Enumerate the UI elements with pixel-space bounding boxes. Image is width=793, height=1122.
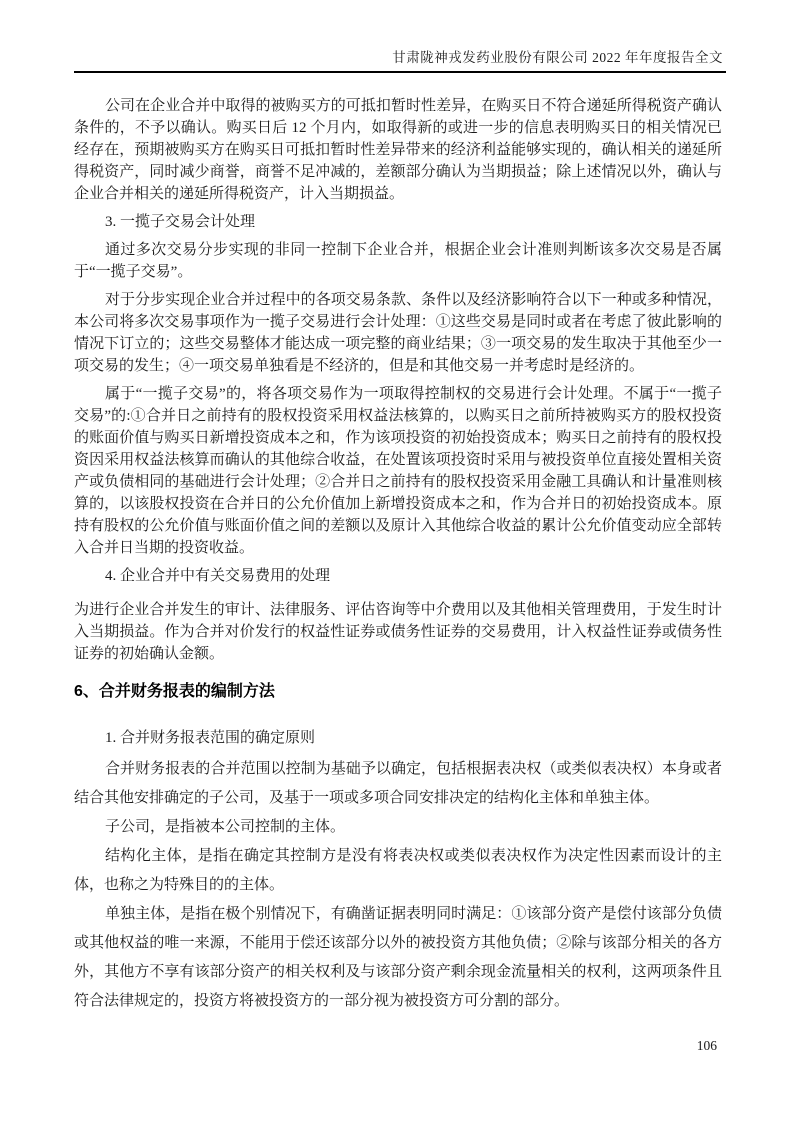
subheading-package-deal-accounting: 3. 一揽子交易会计处理 xyxy=(105,214,256,230)
paragraph-package-deal-3: 属于“一揽子交易”的，将各项交易作为一项取得控制权的交易进行会计处理。不属于“一揽子交易”的:①合并日之前持有的股权投资采用权益法核算的，以购买日之前所持被购买方的股权投资的账面价值与购买日新增投资成本之和，作为该项投资的初始投资成本；购买日之前持有的股权投资因采用权益法核算而确认的其他综合收益，在处置该项投资时采用与被投资单位直接处置相关资产或负债相同的基础进行会计处理；②合并日之前持有的股权投资采用金融工具确认和计量准则核算的，以该股权投资在合并日的公允价值加上新增投资成本之和，作为合并日的初始投资成本。原持有股权的公允价值与账面价值之间的差额以及原计入其他综合收益的累计公允价值变动应全部转入合并日当期的投资收益。 xyxy=(74,386,722,556)
subheading-scope-principle: 1. 合并财务报表范围的确定原则 xyxy=(105,730,316,746)
paragraph-consolidation-scope: 合并财务报表的合并范围以控制为基础予以确定，包括根据表决权（或类似表决权）本身或者结合其他安排确定的子公司，及基于一项或多项合同安排决定的结构化主体和单独主体。 xyxy=(74,761,722,806)
report-header-title: 甘肃陇神戎发药业股份有限公司 2022 年年度报告全文 xyxy=(392,50,723,65)
paragraph-deferred-tax: 公司在企业合并中取得的被购买方的可抵扣暂时性差异，在购买日不符合递延所得税资产确认条件的，不予以确认。购买日后 12 个月内，如取得新的或进一步的信息表明购买日的相关情况已经存在，预期被购买方在购买日可抵扣暂时性差异带来的经济利益能够实现的，确认相关的递延所得税资产，同时减少商誉，商誉不足冲减的，差额部分确认为当期损益；除上述情况以外，确认与企业合并相关的递延所得税资产，计入当期损益。 xyxy=(74,98,722,202)
paragraph-structured-entity-definition: 结构化主体，是指在确定其控制方是没有将表决权或类似表决权作为决定性因素而设计的主体，也称之为特殊目的的主体。 xyxy=(74,848,722,893)
page-number: 106 xyxy=(696,1038,717,1053)
paragraph-transaction-fees: 为进行企业合并发生的审计、法律服务、评估咨询等中介费用以及其他相关管理费用，于发生时计入当期损益。作为合并对价发行的权益性证券或债务性证券的交易费用，计入权益性证券或债务性证券的初始确认金额。 xyxy=(74,602,722,662)
page-header xyxy=(0,0,793,66)
subheading-transaction-fees: 4. 企业合并中有关交易费用的处理 xyxy=(105,568,331,584)
paragraph-subsidiary-definition: 子公司，是指被本公司控制的主体。 xyxy=(105,819,346,835)
paragraph-separate-entity-definition: 单独主体，是指在极个别情况下，有确凿证据表明同时满足：①该部分资产是偿付该部分负债或其他权益的唯一来源，不能用于偿还该部分以外的被投资方其他负债；②除与该部分相关的各方外，其他方不享有该部分资产的相关权利及与该部分资产剩余现金流量相关的权利，这两项条件且符合法律规定的，投资方将被投资方的一部分视为被投资方可分割的部分。 xyxy=(74,906,722,1009)
paragraph-package-deal-2: 对于分步实现企业合并过程中的各项交易条款、条件以及经济影响符合以下一种或多种情况，本公司将多次交易事项作为一揽子交易进行会计处理：①这些交易是同时或者在考虑了彼此影响的情况下订立的；这些交易整体才能达成一项完整的商业结果；③一项交易的发生取决于其他至少一项交易的发生；④一项交易单独看是不经济的，但是和其他交易一并考虑时是经济的。 xyxy=(74,292,722,374)
header-divider xyxy=(74,71,726,73)
section-heading-consolidated-statements: 6、合并财务报表的编制方法 xyxy=(74,683,275,700)
document-body xyxy=(0,95,793,1016)
paragraph-package-deal-1: 通过多次交易分步实现的非同一控制下企业合并，根据企业会计准则判断该多次交易是否属于“一揽子交易”。 xyxy=(74,242,722,280)
